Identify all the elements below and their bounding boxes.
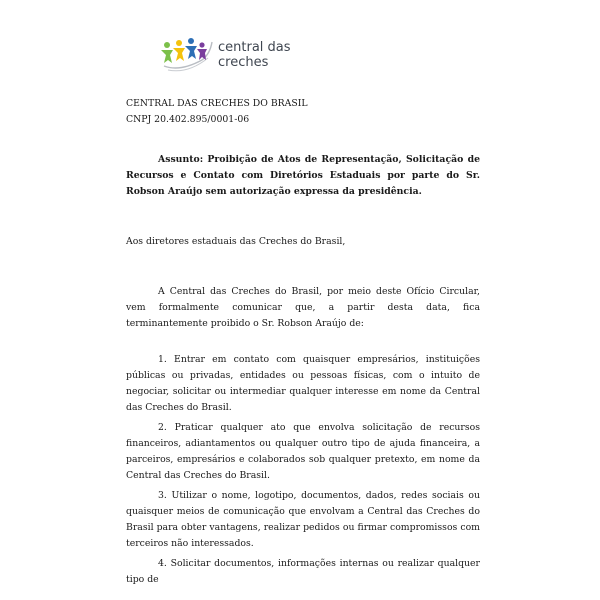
subject-text: Proibição de Atos de Representação, Solicitação de Recursos e Contato com Diretórios Estaduais por parte do Sr. Robson Araújo sem autorização expressa da presidência. — [126, 154, 480, 197]
logo-text-line2: creches — [218, 55, 269, 70]
intro-paragraph: A Central das Creches do Brasil, por meio deste Ofício Circular, vem formalmente comunicar que, a partir desta data, fica terminantemente proibido o Sr. Robson Araújo de: — [126, 286, 480, 329]
org-name: CENTRAL DAS CRECHES DO BRASIL — [126, 98, 308, 109]
logo-text-line1: central das — [218, 40, 291, 55]
org-header — [126, 96, 480, 128]
org-cnpj: CNPJ 20.402.895/0001-06 — [126, 114, 250, 125]
logo-text — [218, 40, 291, 70]
greeting: Aos diretores estaduais das Creches do Brasil, — [126, 236, 346, 247]
list-item: 2. Praticar qualquer ato que envolva solicitação de recursos financeiros, adiantamentos ou qualquer outro tipo de ajuda financeira, a parceiros, empresários e colaborados sob qualquer pretexto, em nome da Central das Creches do Brasil. — [126, 422, 480, 481]
subject-block — [126, 152, 480, 200]
central-das-creches-logo — [158, 36, 298, 78]
children-figures-icon — [158, 36, 214, 74]
subject-label: Assunto: — [158, 154, 204, 165]
list-item: 3. Utilizar o nome, logotipo, documentos, dados, redes sociais ou quaisquer meios de comunicação que envolvam a Central das Creches do Brasil para obter vantagens, realizar pedidos ou firmar compromissos com terceiros não interessados. — [126, 490, 480, 549]
list-item: 4. Solicitar documentos, informações internas ou realizar qualquer tipo de — [126, 558, 480, 585]
list-item: 1. Entrar em contato com quaisquer empresários, instituições públicas ou privadas, entidades ou pessoas físicas, com o intuito de negociar, solicitar ou intermediar qualquer interesse em nome da Central das Creches do Brasil. — [126, 354, 480, 413]
